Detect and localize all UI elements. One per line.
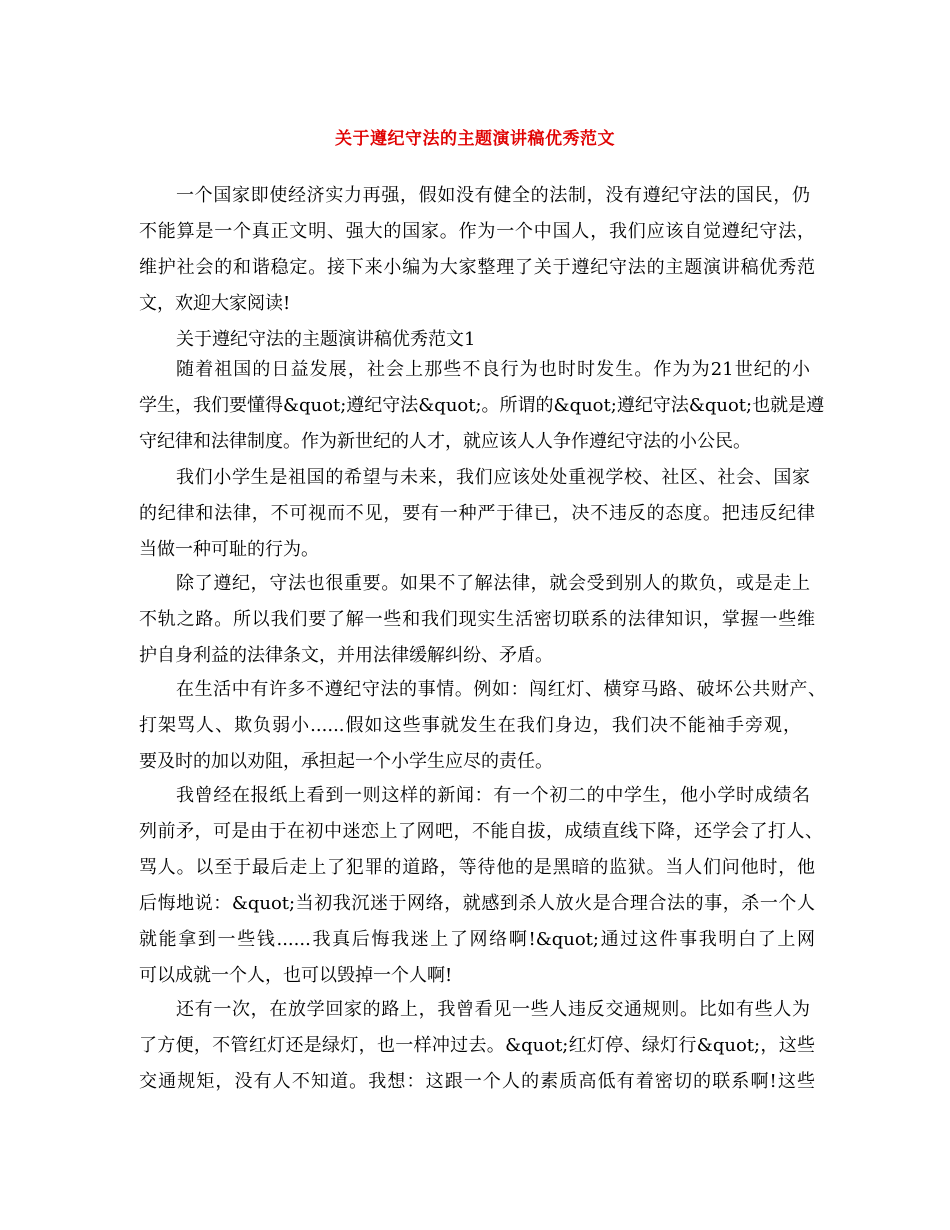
paragraph-line: 不能算是一个真正文明、强大的国家。作为一个中国人，我们应该自觉遵纪守法， xyxy=(139,221,815,242)
document-title: 关于遵纪守法的主题演讲稿优秀范文 xyxy=(335,129,615,149)
paragraph-line: 我曾经在报纸上看到一则这样的新闻：有一个初二的中学生，他小学时成绩名 xyxy=(176,785,810,806)
paragraph-line: 关于遵纪守法的主题演讲稿优秀范文1 xyxy=(176,329,476,350)
paragraph-line: 就能拿到一些钱......我真后悔我迷上了网络啊!&quot;通过这件事我明白了上网 xyxy=(139,929,815,950)
paragraph-line: 守纪律和法律制度。作为新世纪的人才，就应该人人争作遵纪守法的小公民。 xyxy=(139,431,751,452)
paragraph-line: 了方便，不管红灯还是绿灯，也一样冲过去。&quot;红灯停、绿灯行&quot;，这些 xyxy=(139,1035,815,1056)
paragraph-line: 随着祖国的日益发展，社会上那些不良行为也时时发生。作为为21世纪的小 xyxy=(176,359,810,380)
paragraph-line: 骂人。以至于最后走上了犯罪的道路，等待他的是黑暗的监狱。当人们问他时，他 xyxy=(139,857,815,878)
paragraph-line: 打架骂人、欺负弱小......假如这些事就发生在我们身边，我们决不能袖手旁观， xyxy=(139,715,801,736)
paragraph-line: 在生活中有许多不遵纪守法的事情。例如：闯红灯、横穿马路、破坏公共财产、 xyxy=(176,679,826,700)
paragraph-line: 交通规矩，没有人不知道。我想：这跟一个人的素质高低有着密切的联系啊!这些 xyxy=(139,1071,815,1092)
paragraph-line: 除了遵纪，守法也很重要。如果不了解法律，就会受到别人的欺负，或是走上 xyxy=(176,573,810,594)
paragraph-line: 学生，我们要懂得&quot;遵纪守法&quot;。所谓的&quot;遵纪守法&quot;也就是遵 xyxy=(139,395,825,416)
paragraph-line: 护自身利益的法律条文，并用法律缓解纠纷、矛盾。 xyxy=(139,645,553,666)
paragraph-line: 后悔地说：&quot;当初我沉迷于网络，就感到杀人放火是合理合法的事，杀一个人 xyxy=(139,893,815,914)
paragraph-line: 要及时的加以劝阻，承担起一个小学生应尽的责任。 xyxy=(139,751,553,772)
paragraph-line: 当做一种可耻的行为。 xyxy=(139,539,319,560)
paragraph-line: 不轨之路。所以我们要了解一些和我们现实生活密切联系的法律知识，掌握一些维 xyxy=(139,609,815,630)
paragraph-line: 还有一次，在放学回家的路上，我曾看见一些人违反交通规则。比如有些人为 xyxy=(176,999,810,1020)
paragraph-line: 维护社会的和谐稳定。接下来小编为大家整理了关于遵纪守法的主题演讲稿优秀范 xyxy=(139,257,815,278)
paragraph-line: 我们小学生是祖国的希望与未来，我们应该处处重视学校、社区、社会、国家 xyxy=(176,467,810,488)
paragraph-line: 一个国家即使经济实力再强，假如没有健全的法制，没有遵纪守法的国民，仍 xyxy=(176,185,810,206)
paragraph-line: 可以成就一个人，也可以毁掉一个人啊! xyxy=(139,965,453,986)
paragraph-line: 列前矛，可是由于在初中迷恋上了网吧，不能自拔，成绩直线下降，还学会了打人、 xyxy=(139,821,823,842)
paragraph-line: 文，欢迎大家阅读! xyxy=(139,293,291,314)
paragraph-line: 的纪律和法律，不可视而不见，要有一种严于律已，决不违反的态度。把违反纪律 xyxy=(139,503,815,524)
